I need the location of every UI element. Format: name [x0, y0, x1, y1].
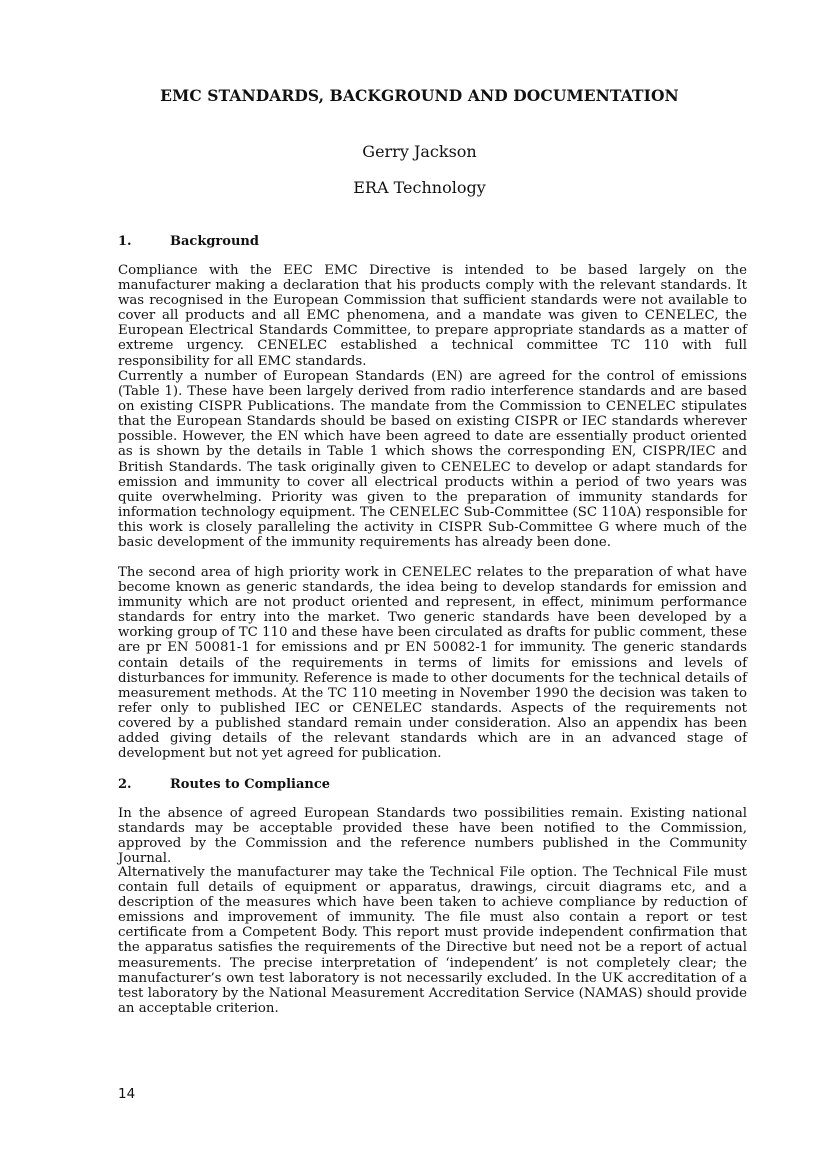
author-name: Gerry Jackson [362, 142, 477, 161]
section-number: 1. [118, 234, 132, 249]
document-title: EMC STANDARDS, BACKGROUND AND DOCUMENTATION [160, 86, 679, 105]
paragraph: In the absence of agreed European Standards two possibilities remain. Existing national standards may be acceptable provided these have been notified to the Commission, approved by the Commission and the reference numbers published in the Community Journal. [118, 806, 747, 867]
author-affiliation: ERA Technology [353, 178, 486, 197]
section-title: Background [170, 234, 259, 249]
section-heading-background [118, 234, 259, 249]
paragraph: Compliance with the EEC EMC Directive is intended to be based largely on the manufacturer making a declaration that his products comply with the relevant standards. It was recognised in the European Commission that sufficient standards were not available to cover all products and all EMC phenomena, and a mandate was given to CENELEC, the European Electrical Standards Committee, to prepare appropriate standards as a matter of extreme urgency. CENELEC established a technical committee TC 110 with full responsibility for all EMC standards. [118, 263, 747, 369]
page-number: 14 [118, 1086, 136, 1102]
section-title: Routes to Compliance [170, 777, 331, 792]
section-heading-routes-to-compliance [118, 777, 330, 792]
paragraph: Alternatively the manufacturer may take the Technical File option. The Technical File must contain full details of equipment or apparatus, drawings, circuit diagrams etc, and a description of the measures which have been taken to achieve compliance by reduction of emissions and improvement of immunity. The file must also contain a report or test certificate from a Competent Body. This report must provide independent confirmation that the apparatus satisfies the requirements of the Directive but need not be a report of actual measurements. The precise interpretation of ‘independent’ is not completely clear; the manufacturer’s own test laboratory is not necessarily excluded. In the UK accreditation of a test laboratory by the National Measurement Accreditation Service (NAMAS) should provide an acceptable criterion. [118, 865, 747, 1016]
paragraph: The second area of high priority work in CENELEC relates to the preparation of what have become known as generic standards, the idea being to develop standards for emission and immunity which are not product oriented and represent, in effect, minimum performance standards for entry into the market. Two generic standards have been developed by a working group of TC 110 and these have been circulated as drafts for public comment, these are pr EN 50081-1 for emissions and pr EN 50082-1 for immunity. The generic standards contain details of the requirements in terms of limits for emissions and levels of disturbances for immunity. Reference is made to other documents for the technical details of measurement methods. At the TC 110 meeting in November 1990 the decision was taken to refer only to published IEC or CENELEC standards. Aspects of the requirements not covered by a published standard remain under consideration. Also an appendix has been added giving details of the relevant standards which are in an advanced stage of development but not yet agreed for publication. [118, 565, 747, 762]
paragraph: Currently a number of European Standards (EN) are agreed for the control of emissions (Table 1). These have been largely derived from radio interference standards and are based on existing CISPR Publications. The mandate from the Commission to CENELEC stipulates that the European Standards should be based on existing CISPR or IEC standards wherever possible. However, the EN which have been agreed to date are essentially product oriented as is shown by the details in Table 1 which shows the corresponding EN, CISPR/IEC and British Standards. The task originally given to CENELEC to develop or adapt standards for emission and immunity to cover all electrical products within a period of two years was quite overwhelming. Priority was given to the preparation of immunity standards for information technology equipment. The CENELEC Sub-Committee (SC 110A) responsible for this work is closely paralleling the activity in CISPR Sub-Committee G where much of the basic development of the immunity requirements has already been done. [118, 369, 747, 551]
section-number: 2. [118, 777, 132, 792]
